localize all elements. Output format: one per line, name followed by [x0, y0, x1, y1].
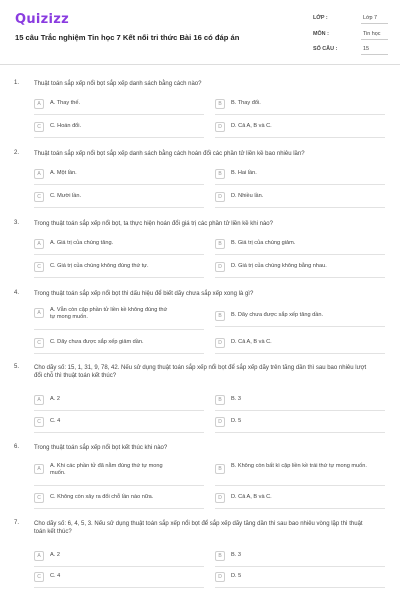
option-letter-box: D — [215, 572, 225, 582]
option-letter-box: D — [215, 417, 225, 427]
option-letter-box: B — [215, 239, 225, 249]
option-text: B. Hai lần. — [231, 170, 257, 176]
option-underline — [215, 485, 385, 486]
option-underline — [34, 508, 204, 509]
meta-underline — [361, 23, 388, 24]
option-c[interactable] — [34, 492, 204, 506]
option-underline — [34, 566, 204, 567]
option-letter-box: D — [215, 493, 225, 503]
option-b[interactable] — [215, 550, 385, 564]
option-underline — [34, 353, 204, 354]
option-letter-box: A — [34, 169, 44, 179]
option-a[interactable] — [34, 463, 204, 483]
option-letter-box: D — [215, 338, 225, 348]
option-letter-box: B — [215, 395, 225, 405]
option-text: C. Không còn xảy ra đổi chỗ lần nào nữa. — [50, 494, 154, 500]
option-underline — [34, 137, 204, 138]
question-number: 7. — [14, 520, 20, 526]
option-text: A. Một lần. — [50, 170, 77, 176]
option-text: B. 3 — [231, 396, 241, 402]
option-b[interactable] — [215, 310, 385, 324]
option-letter-box: D — [215, 262, 225, 272]
option-letter-box: A — [34, 464, 44, 474]
option-text: C. Mười lần. — [50, 193, 82, 199]
meta-subject-value: Tin học — [363, 31, 381, 37]
option-c[interactable] — [34, 416, 204, 430]
option-text: B. Thay đổi. — [231, 100, 261, 106]
option-c[interactable] — [34, 121, 204, 135]
option-text: D. 5 — [231, 418, 242, 424]
option-text: D. Cả A, B và C. — [231, 123, 272, 129]
option-letter-box: B — [215, 99, 225, 109]
option-underline — [215, 184, 385, 185]
option-d[interactable] — [215, 571, 385, 585]
option-text: A. Khi các phần tử đã nằm đúng thứ tự mong muốn. — [50, 463, 163, 476]
question-number: 4. — [14, 290, 20, 296]
option-underline — [215, 353, 385, 354]
option-letter-box: C — [34, 572, 44, 582]
option-text: C. Giá trị của chúng không đúng thứ tự. — [50, 263, 149, 269]
option-underline — [34, 485, 204, 486]
option-letter-box: D — [215, 192, 225, 202]
option-d[interactable] — [215, 261, 385, 275]
option-text: D. 5 — [231, 573, 242, 579]
question-number: 1. — [14, 80, 20, 86]
option-text: C. Dãy chưa được sắp xếp giảm dần. — [50, 339, 144, 345]
option-underline — [215, 432, 385, 433]
option-b[interactable] — [215, 168, 385, 182]
option-text: A. Thay thế. — [50, 100, 81, 106]
question-number: 5. — [14, 364, 20, 370]
option-c[interactable] — [34, 261, 204, 275]
option-text: A. 2 — [50, 552, 60, 558]
option-a[interactable] — [34, 550, 204, 564]
question-text: Thuật toán sắp xếp nổi bọt sắp xếp danh sách bằng cách hoán đổi các phần tử liền kề bao nhiêu lần? — [34, 151, 305, 157]
option-text: D. Giá trị của chúng không bằng nhau. — [231, 263, 327, 269]
option-underline — [215, 410, 385, 411]
option-underline — [215, 254, 385, 255]
question-text: Trong thuật toán sắp xếp nổi bọt thì dấu hiệu để biết dãy chưa sắp xếp xong là gì? — [34, 291, 254, 297]
option-underline — [215, 326, 385, 327]
option-underline — [34, 410, 204, 411]
meta-count-value: 15 — [363, 46, 369, 52]
option-c[interactable] — [34, 191, 204, 205]
header-divider — [0, 64, 400, 65]
worksheet-header — [0, 0, 400, 64]
option-a[interactable] — [34, 394, 204, 408]
question-number: 2. — [14, 150, 20, 156]
option-underline — [34, 184, 204, 185]
option-letter-box: A — [34, 99, 44, 109]
option-letter-box: C — [34, 417, 44, 427]
option-letter-box: C — [34, 122, 44, 132]
quizizz-logo: Quizizz — [15, 12, 70, 27]
option-letter-box: D — [215, 122, 225, 132]
option-text: D. Cả A, B và C. — [231, 494, 272, 500]
question-text: Cho dãy số: 15, 1, 31, 9, 78, 42. Nếu sử dụng thuật toán sắp xếp nổi bọt để sắp xếp dãy trên tăng dần thì sau bao nhiêu lượt đổi chỗ thì thuật toán kết thúc? — [34, 365, 367, 379]
option-a[interactable] — [34, 307, 204, 327]
option-underline — [215, 277, 385, 278]
option-d[interactable] — [215, 191, 385, 205]
option-text: B. Không còn bất kì cặp liền kề trái thứ tự mong muốn. — [231, 463, 367, 469]
option-underline — [215, 207, 385, 208]
option-letter-box: A — [34, 239, 44, 249]
option-underline — [215, 508, 385, 509]
option-d[interactable] — [215, 337, 385, 351]
option-underline — [34, 329, 204, 330]
option-underline — [215, 114, 385, 115]
option-c[interactable] — [34, 337, 204, 351]
option-underline — [215, 137, 385, 138]
option-underline — [34, 432, 204, 433]
question-text: Cho dãy số: 6, 4, 5, 3. Nếu sử dụng thuật toán sắp xếp nổi bọt để sắp xếp dãy tăng dần thì sau bao nhiêu vòng lặp thì thuật toán kết thúc? — [34, 521, 363, 535]
meta-count-label: SỐ CÂU : — [313, 46, 338, 52]
meta-underline — [361, 54, 388, 55]
option-letter-box: A — [34, 395, 44, 405]
question-number: 3. — [14, 220, 20, 226]
option-b[interactable] — [215, 463, 385, 483]
option-underline — [34, 587, 204, 588]
option-letter-box: A — [34, 308, 44, 318]
option-underline — [34, 254, 204, 255]
question-text: Trong thuật toán sắp xếp nổi bọt kết thúc khi nào? — [34, 445, 168, 451]
option-underline — [215, 566, 385, 567]
option-underline — [34, 207, 204, 208]
option-text: A. Giá trị của chúng tăng. — [50, 240, 114, 246]
meta-grade-label: LỚP : — [313, 15, 328, 21]
option-text: C. Hoán đổi. — [50, 123, 82, 129]
option-underline — [34, 114, 204, 115]
option-b[interactable] — [215, 394, 385, 408]
option-text: D. Nhiều lần. — [231, 193, 264, 199]
option-underline — [215, 587, 385, 588]
option-letter-box: B — [215, 551, 225, 561]
option-letter-box: B — [215, 311, 225, 321]
option-text: A. 2 — [50, 396, 60, 402]
option-d[interactable] — [215, 492, 385, 506]
option-letter-box: A — [34, 551, 44, 561]
option-letter-box: C — [34, 338, 44, 348]
option-c[interactable] — [34, 571, 204, 585]
option-d[interactable] — [215, 121, 385, 135]
option-letter-box: B — [215, 169, 225, 179]
worksheet-title: 15 câu Trắc nghiệm Tin học 7 Kết nối tri thức Bài 16 có đáp án — [15, 33, 240, 42]
option-a[interactable] — [34, 98, 204, 112]
option-d[interactable] — [215, 416, 385, 430]
meta-underline — [361, 39, 388, 40]
meta-grade-value: Lớp 7 — [363, 15, 378, 21]
option-letter-box: C — [34, 262, 44, 272]
option-letter-box: B — [215, 464, 225, 474]
option-a[interactable] — [34, 168, 204, 182]
option-text: B. 3 — [231, 552, 241, 558]
option-text: D. Cả A, B và C. — [231, 339, 272, 345]
option-text: C. 4 — [50, 418, 61, 424]
meta-subject-label: MÔN : — [313, 31, 329, 37]
option-text: B. Giá trị của chúng giảm. — [231, 240, 296, 246]
question-number: 6. — [14, 444, 20, 450]
option-a[interactable] — [34, 238, 204, 252]
option-letter-box: C — [34, 192, 44, 202]
option-letter-box: C — [34, 493, 44, 503]
option-underline — [34, 277, 204, 278]
option-b[interactable] — [215, 98, 385, 112]
question-text: Thuật toán sắp xếp nổi bọt sắp xếp danh sách bằng cách nào? — [34, 81, 202, 87]
option-text: A. Vẫn còn cặp phần tử liền kề không đúng thứ tự mong muốn. — [50, 307, 168, 320]
option-text: C. 4 — [50, 573, 61, 579]
question-text: Trong thuật toán sắp xếp nổi bọt, ta thực hiện hoán đổi giá trị các phần tử liền kề khi nào? — [34, 221, 273, 227]
option-text: B. Dãy chưa được sắp xếp tăng dần. — [231, 312, 324, 318]
option-b[interactable] — [215, 238, 385, 252]
